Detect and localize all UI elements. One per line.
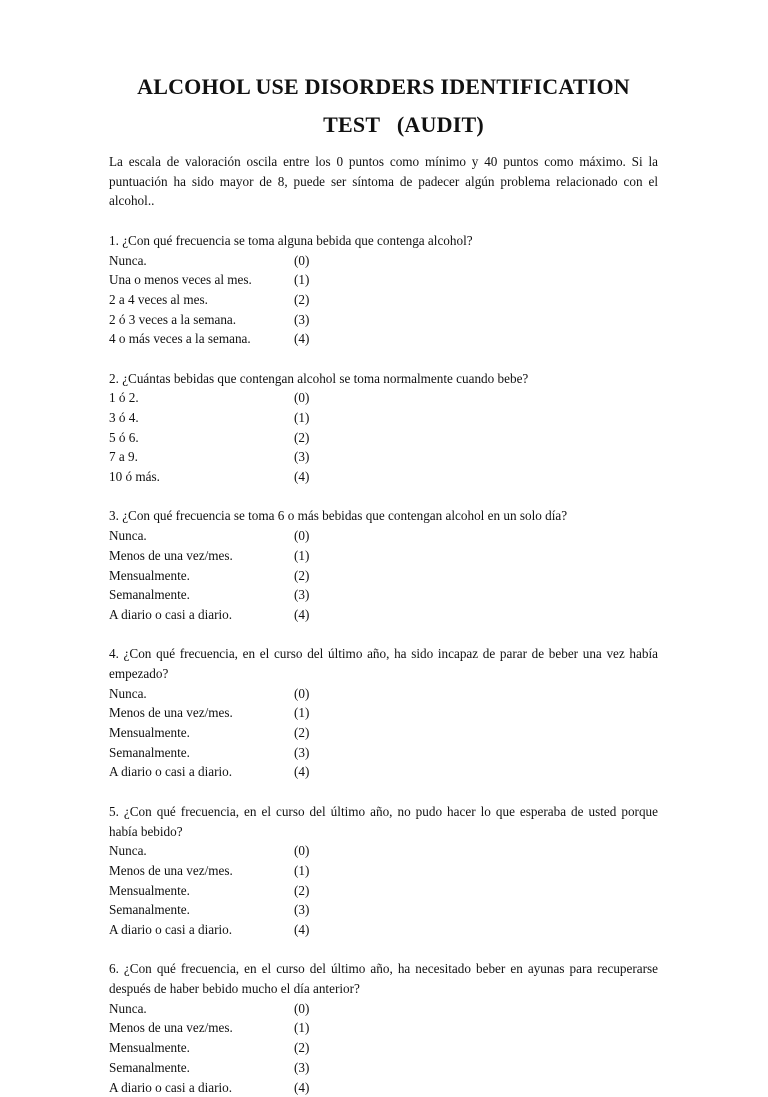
option-label: 1 ó 2. — [109, 388, 294, 408]
answer-option — [109, 310, 658, 330]
option-score: (3) — [294, 743, 309, 763]
option-score: (0) — [294, 841, 309, 861]
option-score: (0) — [294, 684, 309, 704]
answer-option — [109, 703, 658, 723]
question-text: 6. ¿Con qué frecuencia, en el curso del último año, ha necesitado beber en ayunas para recuperarse después de haber bebido mucho el día anterior? — [109, 959, 658, 998]
option-label: Nunca. — [109, 999, 294, 1019]
option-score: (1) — [294, 703, 309, 723]
option-label: 3 ó 4. — [109, 408, 294, 428]
option-score: (3) — [294, 585, 309, 605]
option-label: Menos de una vez/mes. — [109, 703, 294, 723]
option-score: (3) — [294, 447, 309, 467]
answer-option — [109, 566, 658, 586]
option-score: (1) — [294, 546, 309, 566]
answer-option — [109, 585, 658, 605]
option-label: 4 o más veces a la semana. — [109, 329, 294, 349]
answer-option — [109, 841, 658, 861]
question-1 — [109, 231, 658, 349]
answer-option — [109, 684, 658, 704]
answer-option — [109, 723, 658, 743]
answer-option — [109, 920, 658, 940]
option-label: Nunca. — [109, 526, 294, 546]
answer-option — [109, 1018, 658, 1038]
answer-option — [109, 251, 658, 271]
answer-option — [109, 743, 658, 763]
option-score: (2) — [294, 1038, 309, 1058]
option-label: Nunca. — [109, 841, 294, 861]
document-title — [109, 68, 658, 144]
option-score: (4) — [294, 605, 309, 625]
option-label: 10 ó más. — [109, 467, 294, 487]
option-score: (4) — [294, 1078, 309, 1097]
answer-option — [109, 329, 658, 349]
option-label: 2 ó 3 veces a la semana. — [109, 310, 294, 330]
option-score: (0) — [294, 999, 309, 1019]
answer-option — [109, 290, 658, 310]
question-5 — [109, 802, 658, 940]
option-label: 2 a 4 veces al mes. — [109, 290, 294, 310]
question-text: 1. ¿Con qué frecuencia se toma alguna bebida que contenga alcohol? — [109, 231, 658, 251]
option-score: (4) — [294, 329, 309, 349]
option-label: Mensualmente. — [109, 1038, 294, 1058]
question-text: 3. ¿Con qué frecuencia se toma 6 o más bebidas que contengan alcohol en un solo día? — [109, 506, 658, 526]
answer-option — [109, 428, 658, 448]
option-score: (3) — [294, 900, 309, 920]
option-label: Nunca. — [109, 684, 294, 704]
answer-option — [109, 546, 658, 566]
option-score: (2) — [294, 881, 309, 901]
answer-option — [109, 447, 658, 467]
answer-option — [109, 270, 658, 290]
option-label: Semanalmente. — [109, 585, 294, 605]
question-3 — [109, 506, 658, 624]
option-label: Una o menos veces al mes. — [109, 270, 294, 290]
option-label: A diario o casi a diario. — [109, 1078, 294, 1097]
option-label: Semanalmente. — [109, 1058, 294, 1078]
answer-option — [109, 1058, 658, 1078]
option-label: Mensualmente. — [109, 881, 294, 901]
answer-option — [109, 526, 658, 546]
option-label: Semanalmente. — [109, 900, 294, 920]
intro-paragraph: La escala de valoración oscila entre los 0 puntos como mínimo y 40 puntos como máximo. Si la puntuación ha sido mayor de 8, puede ser síntoma de padecer algún problema relacionado con el alcohol.. — [109, 152, 658, 211]
option-label: 5 ó 6. — [109, 428, 294, 448]
answer-option — [109, 467, 658, 487]
option-score: (4) — [294, 467, 309, 487]
title-line-1: ALCOHOL USE DISORDERS IDENTIFICATION — [137, 74, 630, 99]
option-label: 7 a 9. — [109, 447, 294, 467]
answer-option — [109, 762, 658, 782]
answer-option — [109, 1078, 658, 1097]
option-score: (0) — [294, 251, 309, 271]
document-page — [109, 68, 658, 1097]
question-text: 4. ¿Con qué frecuencia, en el curso del último año, ha sido incapaz de parar de beber una vez había empezado? — [109, 644, 658, 683]
answer-option — [109, 1038, 658, 1058]
option-score: (0) — [294, 388, 309, 408]
answer-option — [109, 605, 658, 625]
option-score: (2) — [294, 428, 309, 448]
option-score: (4) — [294, 920, 309, 940]
option-label: Menos de una vez/mes. — [109, 861, 294, 881]
title-line-2: TEST (AUDIT) — [109, 106, 658, 144]
option-score: (2) — [294, 723, 309, 743]
option-label: A diario o casi a diario. — [109, 762, 294, 782]
option-score: (2) — [294, 290, 309, 310]
question-text: 5. ¿Con qué frecuencia, en el curso del último año, no pudo hacer lo que esperaba de usted porque había bebido? — [109, 802, 658, 841]
option-score: (1) — [294, 1018, 309, 1038]
option-label: Nunca. — [109, 251, 294, 271]
option-score: (4) — [294, 762, 309, 782]
answer-option — [109, 408, 658, 428]
option-label: Mensualmente. — [109, 566, 294, 586]
answer-option — [109, 881, 658, 901]
answer-option — [109, 900, 658, 920]
option-label: Semanalmente. — [109, 743, 294, 763]
option-label: Mensualmente. — [109, 723, 294, 743]
question-text: 2. ¿Cuántas bebidas que contengan alcohol se toma normalmente cuando bebe? — [109, 369, 658, 389]
option-score: (3) — [294, 1058, 309, 1078]
answer-option — [109, 388, 658, 408]
option-label: Menos de una vez/mes. — [109, 546, 294, 566]
option-score: (1) — [294, 270, 309, 290]
option-label: Menos de una vez/mes. — [109, 1018, 294, 1038]
question-2 — [109, 369, 658, 487]
option-score: (2) — [294, 566, 309, 586]
answer-option — [109, 861, 658, 881]
option-label: A diario o casi a diario. — [109, 920, 294, 940]
option-score: (1) — [294, 861, 309, 881]
question-4 — [109, 644, 658, 782]
option-score: (1) — [294, 408, 309, 428]
option-score: (0) — [294, 526, 309, 546]
option-score: (3) — [294, 310, 309, 330]
question-6 — [109, 959, 658, 1097]
answer-option — [109, 999, 658, 1019]
option-label: A diario o casi a diario. — [109, 605, 294, 625]
